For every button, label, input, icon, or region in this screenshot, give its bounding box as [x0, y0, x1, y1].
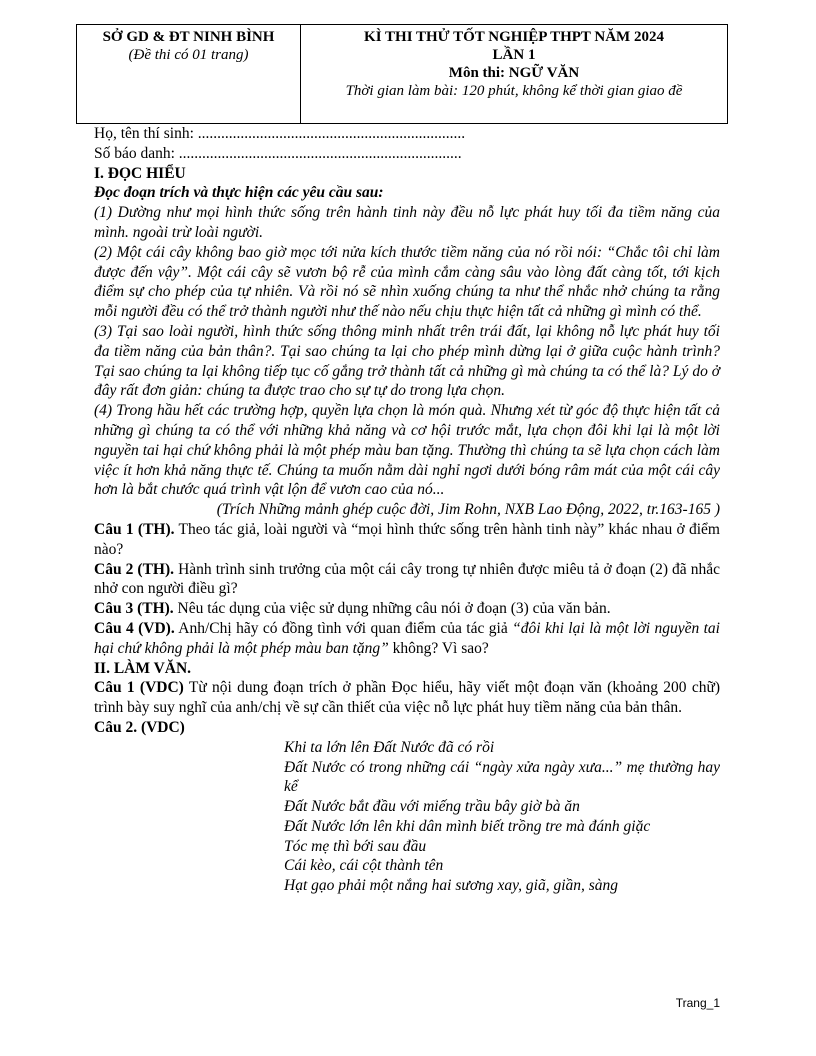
question-4-text-b: không? Vì sao?	[388, 639, 489, 657]
poem-line: Hạt gạo phải một nắng hai sương xay, giã, giần, sàng	[284, 877, 619, 895]
passage-paragraph-3: (3) Tại sao loài người, hình thức sống thông minh nhất trên trái đất, lại không nỗ lực phát huy tối đa tiềm năng của bản thân?. Tại sao chúng ta lại cho phép mình dừng lại ở giữa cuộc hành trình? Tại sao chúng ta lại không tiếp tục cố gắng trở thành tất cả những gì mà chúng ta có thể là? Lý do ở đây rất đơn giản: chúng ta được trao cho sự tự do trong lựa chọn.	[94, 322, 720, 400]
question-4-quote: “đôi khi lại là một lời nguyền tai hại chứ không phải là một phép màu ban tặng”	[94, 619, 720, 657]
poem-line: Khi ta lớn lên Đất Nước đã có rồi	[284, 738, 495, 756]
passage-paragraph-1: (1) Dường như mọi hình thức sống trên hành tinh này đều nỗ lực phát huy tối đa tiềm năng của mình. ngoài trừ loài người.	[94, 204, 720, 241]
header-right-cell	[301, 25, 727, 123]
poem-excerpt	[284, 738, 720, 896]
writing-question-1-text: Từ nội dung đoạn trích ở phần Đọc hiểu, hãy viết một đoạn văn (khoảng 200 chữ) trình bày suy nghĩ của anh/chị về sự cần thiết của việc nỗ lực phát huy tiềm năng của bản thân.	[94, 679, 721, 717]
question-1-label: Câu 1 (TH).	[94, 520, 175, 538]
poem-line: Tóc mẹ thì bới sau đầu	[284, 837, 427, 855]
writing-question-1	[94, 678, 720, 718]
exam-content	[94, 124, 720, 896]
student-id-line: Số báo danh: .........................................................................	[94, 144, 462, 162]
section-reading-title: I. ĐỌC HIỂU	[94, 164, 186, 182]
poem-line: Đất Nước bắt đầu với miếng trầu bây giờ bà ăn	[284, 798, 580, 816]
department-name: SỞ GD & ĐT NINH BÌNH	[102, 29, 275, 45]
question-4	[94, 619, 720, 659]
section-writing-title: II. LÀM VĂN.	[94, 659, 192, 677]
exam-title: KÌ THI THỬ TỐT NGHIỆP THPT NĂM 2024	[364, 29, 664, 45]
exam-round: LẦN 1	[492, 47, 536, 63]
passage-citation: (Trích Những mảnh ghép cuộc đời, Jim Rohn, NXB Lao Động, 2022, tr.163-165 )	[216, 501, 720, 519]
page-count-note: (Đề thi có 01 trang)	[128, 47, 249, 63]
passage-paragraph-4: (4) Trong hầu hết các trường hợp, quyền lựa chọn là món quà. Nhưng xét từ góc độ thực hiện tất cả những gì chúng ta có thể với những khả năng và cơ hội trước mắt, lựa chọn đôi khi lại là một lời nguyền tai hại chứ không phải là một phép màu ban tặng. Thường thì chúng ta sẽ lựa chọn cách làm việc ít hơn khả năng thực tế. Chúng ta muốn nằm dài nghỉ ngơi dưới bóng râm mát của một cái cây hơn là bắt chước quá trình vật lộn để vươn cao của nó...	[94, 402, 720, 499]
header-table	[76, 24, 728, 124]
exam-subject: Môn thi: NGỮ VĂN	[448, 65, 580, 81]
exam-duration: Thời gian làm bài: 120 phút, không kể thời gian giao đề	[345, 83, 683, 99]
writing-question-2-label: Câu 2. (VDC)	[94, 718, 185, 736]
poem-line: Cái kèo, cái cột thành tên	[284, 857, 444, 875]
question-3	[94, 599, 720, 619]
reading-instruction: Đọc đoạn trích và thực hiện các yêu cầu sau:	[94, 184, 384, 202]
passage-paragraph-2: (2) Một cái cây không bao giờ mọc tới nửa kích thước tiềm năng của nó rồi nói: “Chắc tôi chỉ làm được đến vậy”. Một cái cây sẽ vươn bộ rễ của mình cắm càng sâu vào lòng đất càng tốt, tới kịch điểm sự cho phép của tự nhiên. Và rồi nó sẽ nhìn xuống chúng ta như thể nhắc nhở chúng ta rằng mỗi người đều có thể trở thành người như thế nào nếu chịu thực hiện tất cả những gì mình có thể.	[94, 243, 720, 321]
question-3-label: Câu 3 (TH).	[94, 600, 174, 618]
question-4-label: Câu 4 (VD).	[94, 619, 175, 637]
writing-question-1-label: Câu 1 (VDC)	[94, 679, 184, 697]
question-2	[94, 560, 720, 600]
poem-line: Đất Nước có trong những cái “ngày xửa ngày xưa...” mẹ thường hay kể	[284, 758, 720, 796]
question-1	[94, 520, 720, 560]
question-1-text: Theo tác giả, loài người và “mọi hình thức sống trên hành tinh này” khác nhau ở điểm nào?	[94, 520, 720, 558]
question-4-text-a: Anh/Chị hãy có đồng tình với quan điểm của tác giả	[174, 619, 513, 637]
question-3-text: Nêu tác dụng của việc sử dụng những câu nói ở đoạn (3) của văn bản.	[173, 600, 611, 618]
question-2-label: Câu 2 (TH).	[94, 560, 175, 578]
page-number: Trang_1	[675, 996, 720, 1010]
header-left-cell	[77, 25, 301, 123]
poem-line: Đất Nước lớn lên khi dân mình biết trồng tre mà đánh giặc	[284, 817, 651, 835]
student-name-line: Họ, tên thí sinh: .....................................................................	[94, 125, 466, 142]
question-2-text: Hành trình sinh trưởng của một cái cây trong tự nhiên được miêu tả ở đoạn (2) đã nhắc nhở con người điều gì?	[94, 560, 720, 598]
